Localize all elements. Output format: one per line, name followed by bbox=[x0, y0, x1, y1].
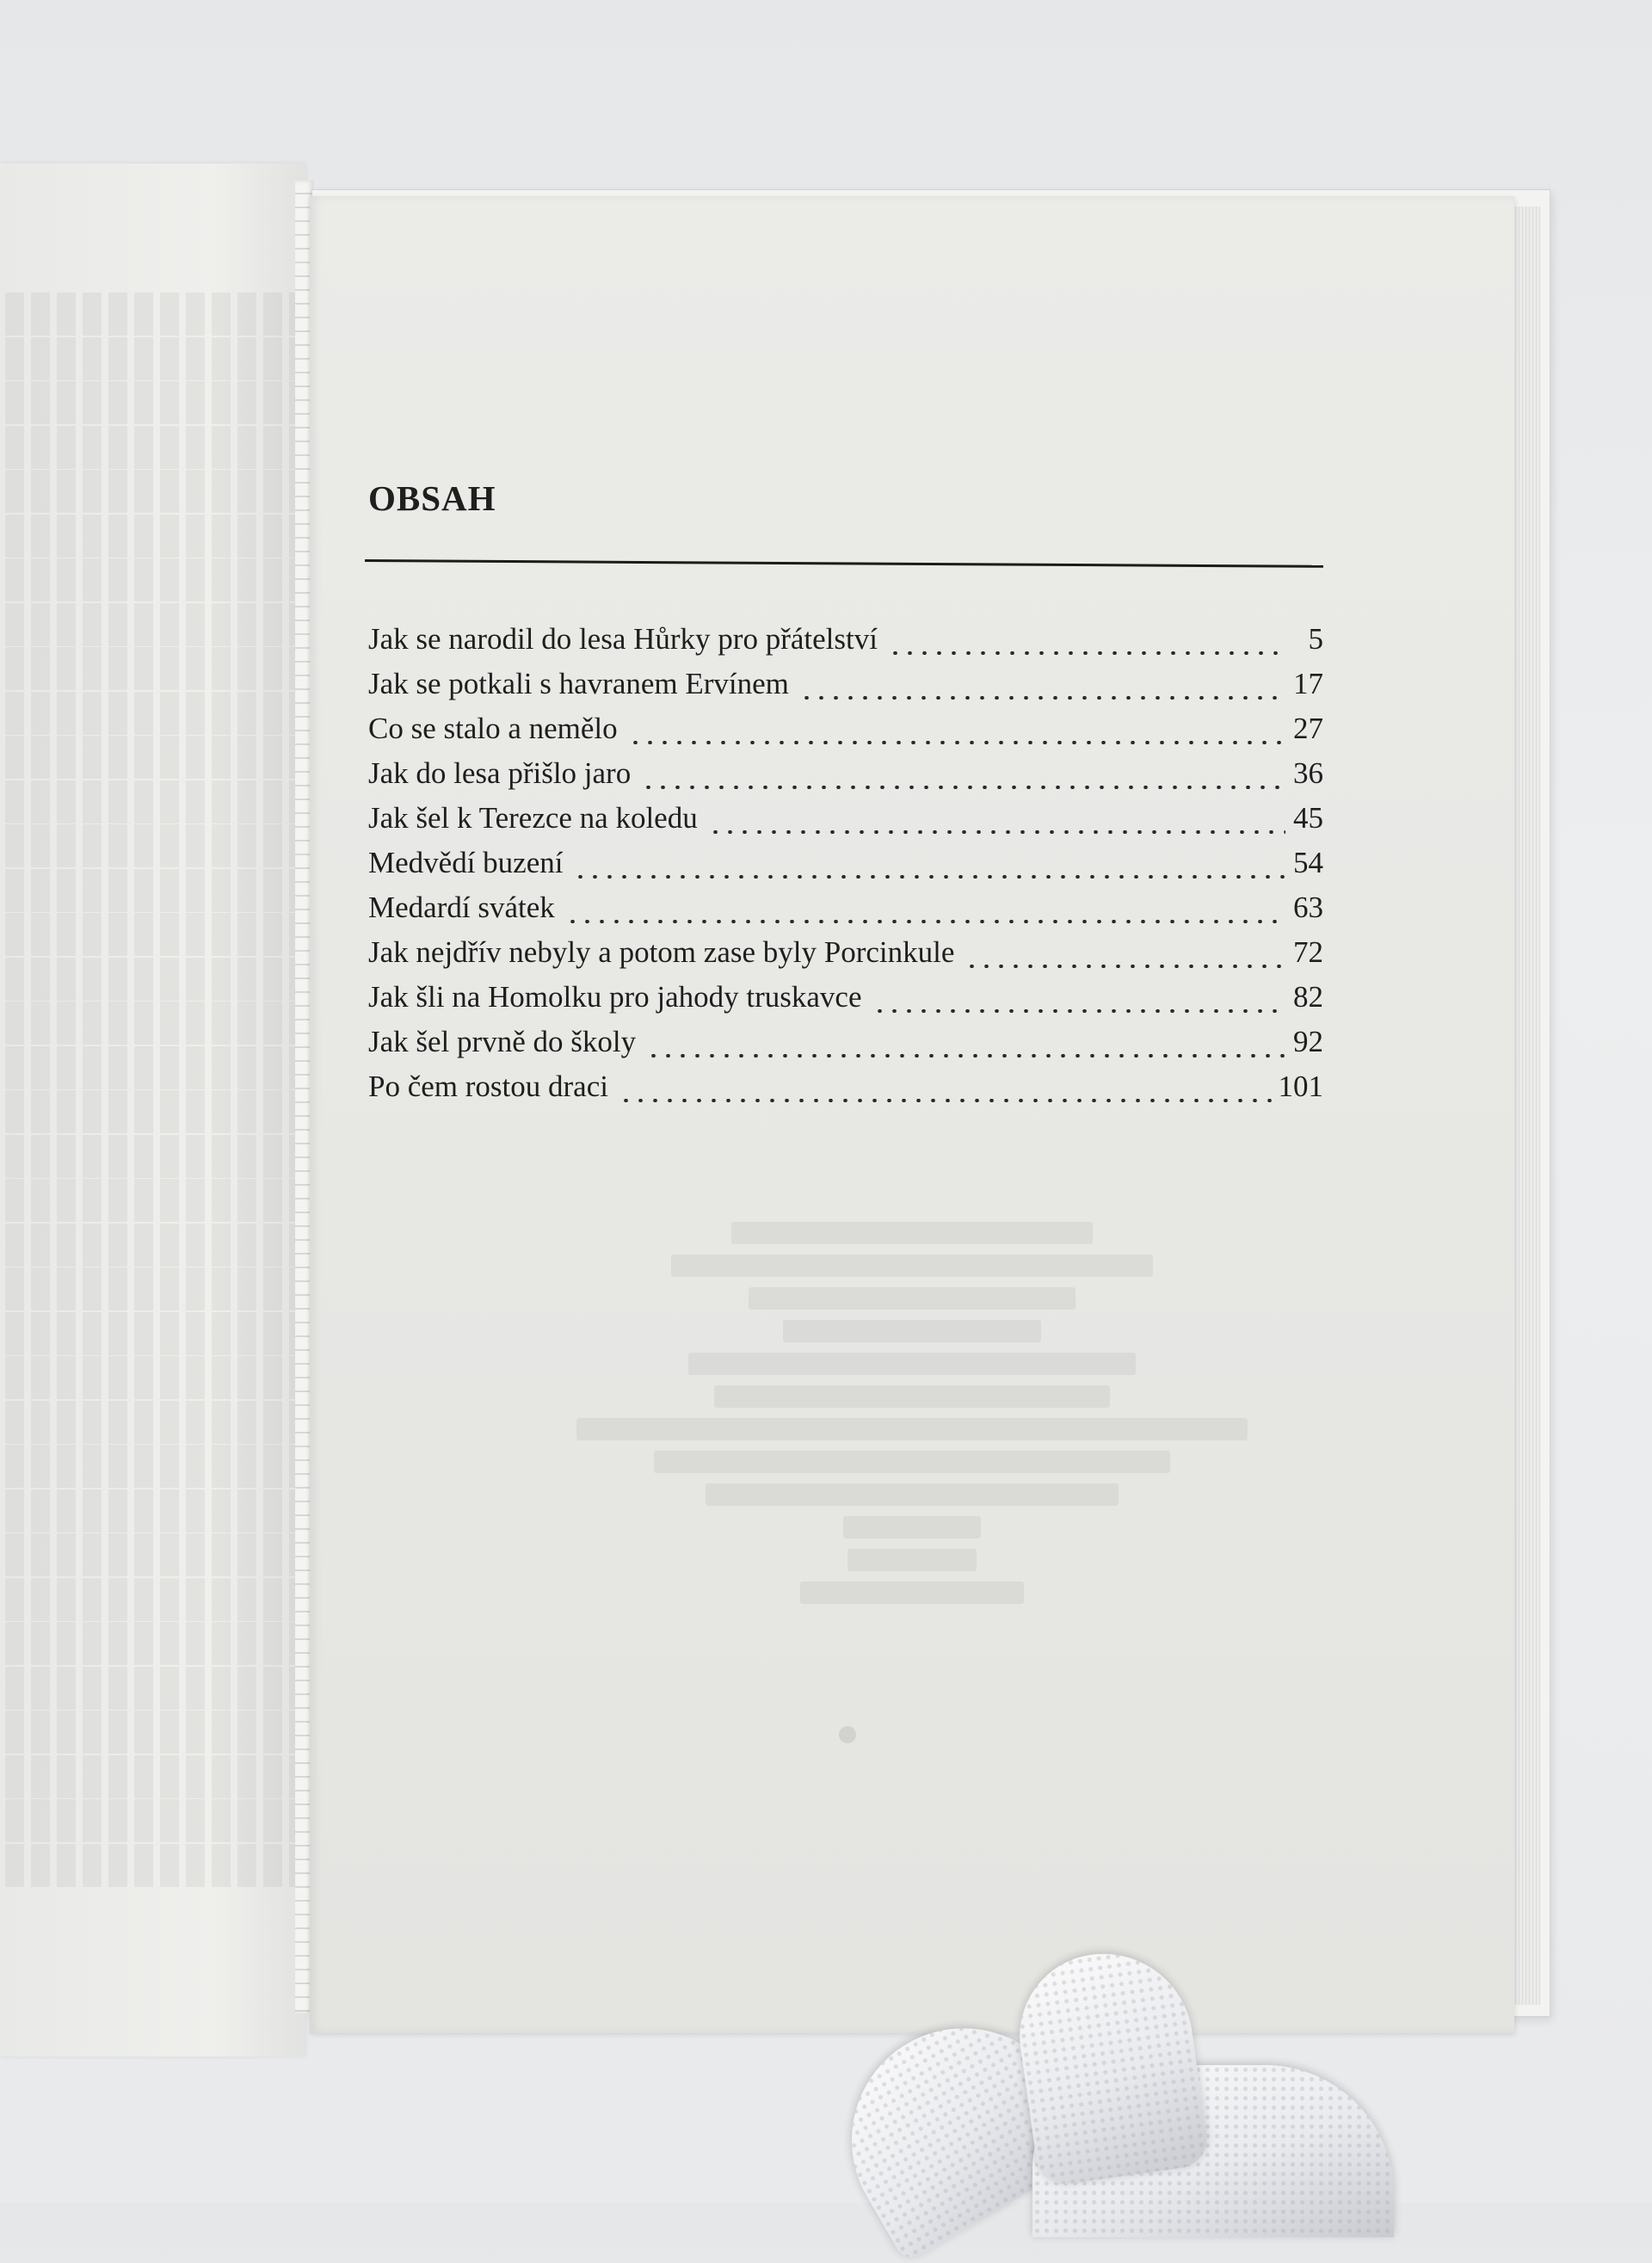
toc-entry-page: 63 bbox=[1293, 891, 1323, 924]
toc-entry bbox=[368, 712, 1323, 756]
leader-dots bbox=[628, 741, 1285, 744]
toc-entry-page: 92 bbox=[1293, 1025, 1323, 1058]
leader-dots bbox=[872, 1009, 1285, 1013]
ghost-text-line bbox=[5, 1622, 298, 1665]
ghost-text-line bbox=[5, 558, 298, 601]
leader-dots bbox=[799, 696, 1285, 700]
toc-entry-title: Medardí svátek bbox=[368, 891, 555, 924]
leader-dots bbox=[619, 1099, 1272, 1102]
ghost-text-line bbox=[5, 780, 298, 823]
leader-dots bbox=[888, 651, 1285, 655]
toc-entry-title: Jak do lesa přišlo jaro bbox=[368, 756, 632, 790]
ghost-text-line bbox=[5, 1090, 298, 1133]
ghost-text-line bbox=[5, 1799, 298, 1842]
toc-entry-page: 17 bbox=[1293, 667, 1323, 700]
heading-rule bbox=[365, 559, 1323, 568]
toc-entry-title: Jak šel k Terezce na koledu bbox=[368, 801, 698, 835]
ghost-text-line bbox=[5, 1002, 298, 1045]
ghost-text-line bbox=[5, 603, 298, 646]
ghost-text-line bbox=[5, 647, 298, 690]
ghost-text-line bbox=[5, 426, 298, 469]
ghost-text-line bbox=[5, 736, 298, 779]
ghost-text-line bbox=[5, 1489, 298, 1532]
ghost-text-line bbox=[5, 1267, 298, 1310]
ghost-text-line bbox=[5, 1179, 298, 1222]
toc-entry-page: 27 bbox=[1293, 712, 1323, 745]
ghost-text-line bbox=[5, 913, 298, 956]
toc-entry-title: Jak šel prvně do školy bbox=[368, 1025, 637, 1058]
toc-entry bbox=[368, 801, 1323, 846]
ghost-text-line bbox=[5, 1445, 298, 1488]
toc-entry-page: 101 bbox=[1278, 1070, 1323, 1103]
ghost-text-line bbox=[5, 824, 298, 867]
toc-entry-page: 5 bbox=[1308, 622, 1323, 656]
ghost-text-line bbox=[5, 1356, 298, 1399]
ghost-text-line bbox=[5, 692, 298, 735]
ghost-text-line bbox=[5, 1844, 298, 1887]
ghost-text-line bbox=[5, 1401, 298, 1444]
ghost-text-line bbox=[5, 1312, 298, 1355]
left-page bbox=[0, 163, 305, 2056]
toc-entry-page: 54 bbox=[1293, 846, 1323, 879]
ghost-text-line bbox=[5, 1755, 298, 1798]
toc-entry bbox=[368, 667, 1323, 712]
contents-heading: OBSAH bbox=[368, 478, 496, 518]
ghost-text-line bbox=[5, 293, 298, 336]
ghost-text-line bbox=[5, 1224, 298, 1267]
leader-dots bbox=[965, 965, 1285, 968]
toc-entry-page: 45 bbox=[1293, 801, 1323, 835]
toc-entry bbox=[368, 1070, 1323, 1114]
toc-entry-title: Jak se potkali s havranem Ervínem bbox=[368, 667, 789, 700]
toc-entry bbox=[368, 756, 1323, 801]
toc-entry-page: 36 bbox=[1293, 756, 1323, 790]
leader-dots bbox=[565, 920, 1285, 923]
toc-entry bbox=[368, 935, 1323, 980]
toc-entry-title: Co se stalo a nemělo bbox=[368, 712, 618, 745]
ghost-text-line bbox=[5, 958, 298, 1001]
toc-entry bbox=[368, 980, 1323, 1025]
ghost-text-line bbox=[5, 1533, 298, 1576]
toc-entry bbox=[368, 1025, 1323, 1070]
ghost-text-line bbox=[5, 515, 298, 558]
ghost-text-line bbox=[5, 1711, 298, 1754]
ghost-text-line bbox=[5, 337, 298, 380]
toc-entry-title: Jak nejdřív nebyly a potom zase byly Porcinkule bbox=[368, 935, 955, 969]
toc-entry-page: 82 bbox=[1293, 980, 1323, 1014]
toc-entry-title: Jak šli na Homolku pro jahody truskavce bbox=[368, 980, 862, 1014]
contents-list bbox=[368, 622, 1323, 1114]
ghost-text-line bbox=[5, 869, 298, 912]
toc-entry bbox=[368, 891, 1323, 935]
leader-dots bbox=[708, 830, 1285, 834]
leader-dots bbox=[646, 1054, 1285, 1058]
toc-entry-title: Medvědí buzení bbox=[368, 846, 564, 879]
glove-finger bbox=[1009, 1942, 1211, 2187]
leader-dots bbox=[573, 875, 1285, 879]
gloved-hand bbox=[826, 1927, 1446, 2203]
left-page-show-through bbox=[5, 293, 298, 1888]
reverse-side-show-through bbox=[525, 1212, 1299, 1614]
ghost-text-line bbox=[5, 1578, 298, 1621]
toc-entry bbox=[368, 846, 1323, 891]
ghost-text-line bbox=[5, 1667, 298, 1710]
toc-entry-page: 72 bbox=[1293, 935, 1323, 969]
toc-entry bbox=[368, 622, 1323, 667]
ghost-text-line bbox=[5, 1046, 298, 1089]
contents-page bbox=[310, 196, 1514, 2033]
publisher-mark-show-through bbox=[839, 1726, 856, 1743]
leader-dots bbox=[641, 786, 1285, 789]
ghost-text-line bbox=[5, 1135, 298, 1178]
toc-entry-title: Po čem rostou draci bbox=[368, 1070, 608, 1103]
ghost-text-line bbox=[5, 381, 298, 424]
ghost-text-line bbox=[5, 470, 298, 513]
toc-entry-title: Jak se narodil do lesa Hůrky pro přátelství bbox=[368, 622, 878, 656]
